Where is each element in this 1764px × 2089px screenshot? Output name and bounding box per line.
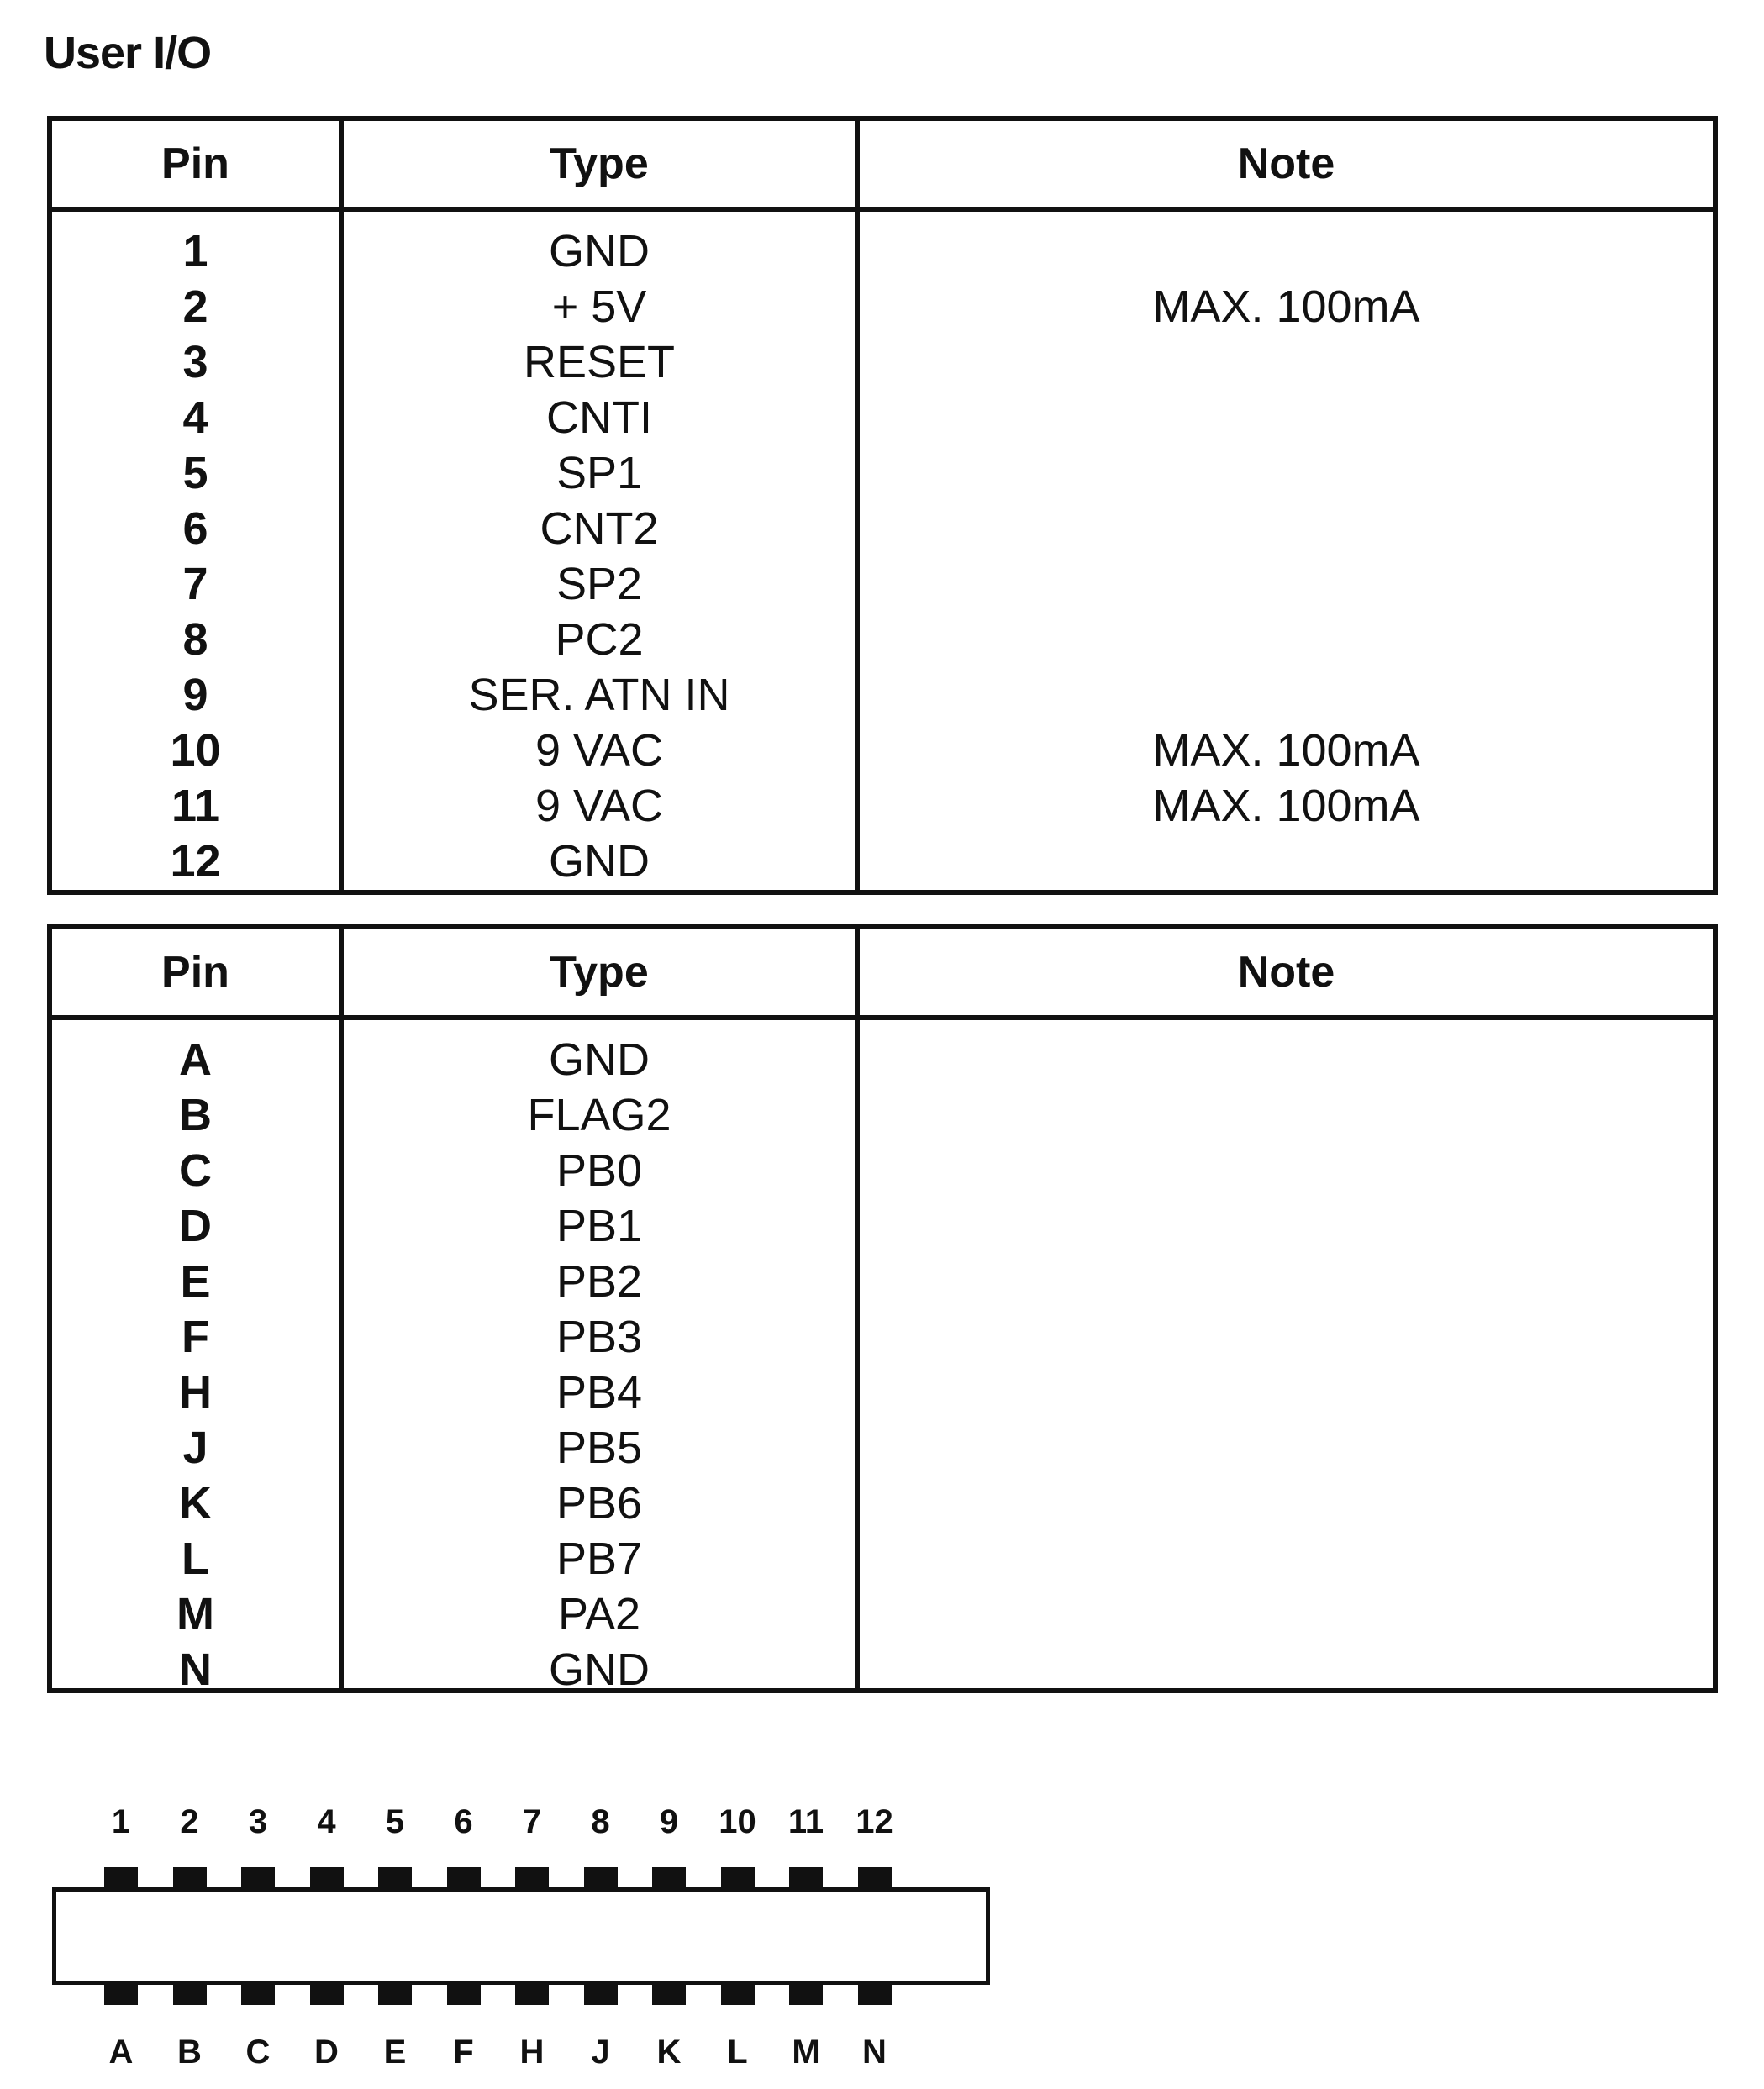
note-column: [860, 1020, 1713, 1688]
cell-type: RESET: [523, 337, 676, 387]
bottom-contact-pad: [310, 1985, 344, 2005]
type-column: [344, 212, 860, 890]
cell-pin: N: [179, 1644, 212, 1695]
top-contact-pad: [241, 1867, 275, 1887]
top-contact-pad: [652, 1867, 686, 1887]
cell-type: PB2: [556, 1256, 643, 1307]
table-body: [52, 212, 1713, 890]
cell-pin: H: [179, 1367, 212, 1418]
bottom-pin-label: A: [108, 2034, 134, 2071]
bottom-pin-label: K: [656, 2034, 682, 2071]
cell-note: [860, 1141, 1713, 1196]
bottom-pin-label: F: [453, 2034, 474, 2071]
cell-note: [860, 1087, 1713, 1141]
cell-note: [860, 834, 1713, 889]
bottom-pin-label: H: [519, 2034, 545, 2071]
cell-pin: 8: [182, 614, 208, 665]
top-pin-label: 10: [719, 1803, 756, 1840]
bottom-contact-pad: [173, 1985, 207, 2005]
bottom-pin-label: L: [727, 2034, 748, 2071]
bottom-contact-pad: [584, 1985, 618, 2005]
cell-type: PB3: [556, 1312, 643, 1362]
cell-type: GND: [549, 1034, 650, 1085]
cell-type: SER. ATN IN: [468, 670, 730, 720]
cell-pin: M: [176, 1589, 214, 1639]
header-pin: Pin: [52, 929, 344, 1015]
top-pin-label: 8: [591, 1803, 610, 1840]
table-body: [52, 1020, 1713, 1695]
cell-note: [860, 1196, 1713, 1250]
connector-body: [52, 1887, 990, 1985]
bottom-contact-pad: [515, 1985, 549, 2005]
cell-pin: D: [179, 1201, 212, 1251]
top-pin-label: 9: [659, 1803, 679, 1840]
pin-column: [52, 212, 344, 890]
cell-type: FLAG2: [527, 1090, 671, 1140]
top-contact-pad: [858, 1867, 892, 1887]
cell-type: CNTI: [546, 392, 652, 443]
cell-pin: 1: [182, 226, 208, 276]
pin-table-numbered: [47, 116, 1718, 895]
cell-pin: J: [182, 1423, 208, 1473]
cell-pin: A: [179, 1034, 212, 1085]
bottom-contact-pad: [447, 1985, 481, 2005]
header-type: Type: [344, 929, 860, 1015]
top-pin-label: 2: [180, 1803, 199, 1840]
top-pin-label: 11: [787, 1803, 824, 1840]
cell-pin: B: [179, 1090, 212, 1140]
top-pin-label: 12: [856, 1803, 893, 1840]
bottom-pin-label: B: [177, 2034, 202, 2071]
cell-note: MAX. 100mA: [1152, 725, 1420, 776]
header-note: Note: [1237, 139, 1335, 188]
cell-pin: L: [182, 1534, 209, 1584]
cell-note: [860, 501, 1713, 556]
cell-note: [860, 445, 1713, 501]
header-type: Type: [344, 121, 860, 207]
cell-note: [860, 334, 1713, 390]
bottom-contact-pad: [104, 1985, 138, 2005]
cell-note: [860, 612, 1713, 667]
cell-type: PA2: [557, 1589, 641, 1639]
cell-note: [860, 1305, 1713, 1360]
cell-pin: 3: [182, 337, 208, 387]
cell-note: [860, 1470, 1713, 1524]
top-contact-pad: [789, 1867, 823, 1887]
header-note: Note: [1237, 948, 1335, 997]
top-contact-pad: [447, 1867, 481, 1887]
cell-note: [860, 1524, 1713, 1579]
bottom-contact-pad: [241, 1985, 275, 2005]
cell-type: PB6: [556, 1478, 643, 1529]
cell-pin: 2: [182, 282, 208, 332]
cell-pin: 5: [182, 448, 208, 498]
top-pin-label: 1: [111, 1803, 131, 1840]
top-pin-label: 7: [522, 1803, 542, 1840]
cell-note: [860, 1579, 1713, 1634]
cell-note: [860, 667, 1713, 723]
cell-pin: 10: [170, 725, 221, 776]
top-contact-pad: [310, 1867, 344, 1887]
cell-note: [860, 1415, 1713, 1470]
cell-type: SP1: [556, 448, 643, 498]
top-contact-pad: [173, 1867, 207, 1887]
cell-note: [860, 1360, 1713, 1414]
top-contact-pad: [515, 1867, 549, 1887]
cell-note: [860, 1032, 1713, 1087]
bottom-contact-pad: [789, 1985, 823, 2005]
bottom-contact-pad: [652, 1985, 686, 2005]
cell-type: CNT2: [540, 503, 659, 554]
bottom-pin-label: D: [314, 2034, 339, 2071]
header-pin: Pin: [52, 121, 344, 207]
cell-type: PB7: [556, 1534, 643, 1584]
cell-type: GND: [549, 226, 650, 276]
bottom-contact-pad: [858, 1985, 892, 2005]
cell-pin: C: [179, 1145, 212, 1196]
cell-type: PC2: [555, 614, 644, 665]
top-contact-pad: [104, 1867, 138, 1887]
top-pin-label: 5: [385, 1803, 405, 1840]
edge-connector-diagram: [50, 1798, 1000, 2076]
top-pin-label: 6: [454, 1803, 473, 1840]
page-title: User I/O: [44, 28, 212, 78]
cell-type: GND: [549, 836, 650, 887]
bottom-pin-label: E: [383, 2034, 407, 2071]
bottom-contact-pad: [378, 1985, 412, 2005]
bottom-pin-label: J: [591, 2034, 610, 2071]
cell-pin: 7: [182, 559, 208, 609]
cell-note: MAX. 100mA: [1152, 781, 1420, 831]
cell-pin: 9: [182, 670, 208, 720]
bottom-pin-label: M: [792, 2034, 820, 2071]
cell-pin: F: [182, 1312, 209, 1362]
cell-note: [860, 224, 1713, 279]
cell-pin: E: [180, 1256, 211, 1307]
cell-pin: 4: [182, 392, 208, 443]
cell-type: 9 VAC: [534, 781, 664, 831]
cell-note: [860, 1634, 1713, 1688]
cell-type: GND: [549, 1644, 650, 1695]
cell-type: PB5: [556, 1423, 643, 1473]
cell-note: [860, 1250, 1713, 1305]
cell-type: PB1: [556, 1201, 643, 1251]
type-column: [344, 1020, 860, 1695]
bottom-pin-label: C: [245, 2034, 271, 2071]
cell-note: MAX. 100mA: [1152, 282, 1420, 332]
top-pin-labels: [50, 1798, 1000, 1845]
cell-type: PB0: [556, 1145, 643, 1196]
top-contact-pad: [721, 1867, 755, 1887]
cell-note: [860, 390, 1713, 445]
top-contact-pad: [378, 1867, 412, 1887]
cell-note: [860, 556, 1713, 612]
pin-column: [52, 1020, 344, 1695]
cell-type: SP2: [556, 559, 643, 609]
bottom-pin-label: N: [862, 2034, 887, 2071]
table-header-row: [52, 929, 1713, 1020]
cell-pin: 12: [170, 836, 221, 887]
top-contact-pad: [584, 1867, 618, 1887]
cell-type: 9 VAC: [534, 725, 664, 776]
cell-pin: K: [179, 1478, 212, 1529]
table-header-row: [52, 121, 1713, 212]
bottom-contact-pad: [721, 1985, 755, 2005]
cell-pin: 6: [182, 503, 208, 554]
pin-table-lettered: [47, 924, 1718, 1693]
cell-type: PB4: [556, 1367, 643, 1418]
cell-type: + 5V: [551, 282, 647, 332]
top-pin-label: 4: [317, 1803, 336, 1840]
cell-pin: 11: [171, 781, 220, 831]
bottom-pin-labels: [50, 2028, 1000, 2076]
note-column: [860, 212, 1713, 890]
top-pin-label: 3: [248, 1803, 268, 1840]
